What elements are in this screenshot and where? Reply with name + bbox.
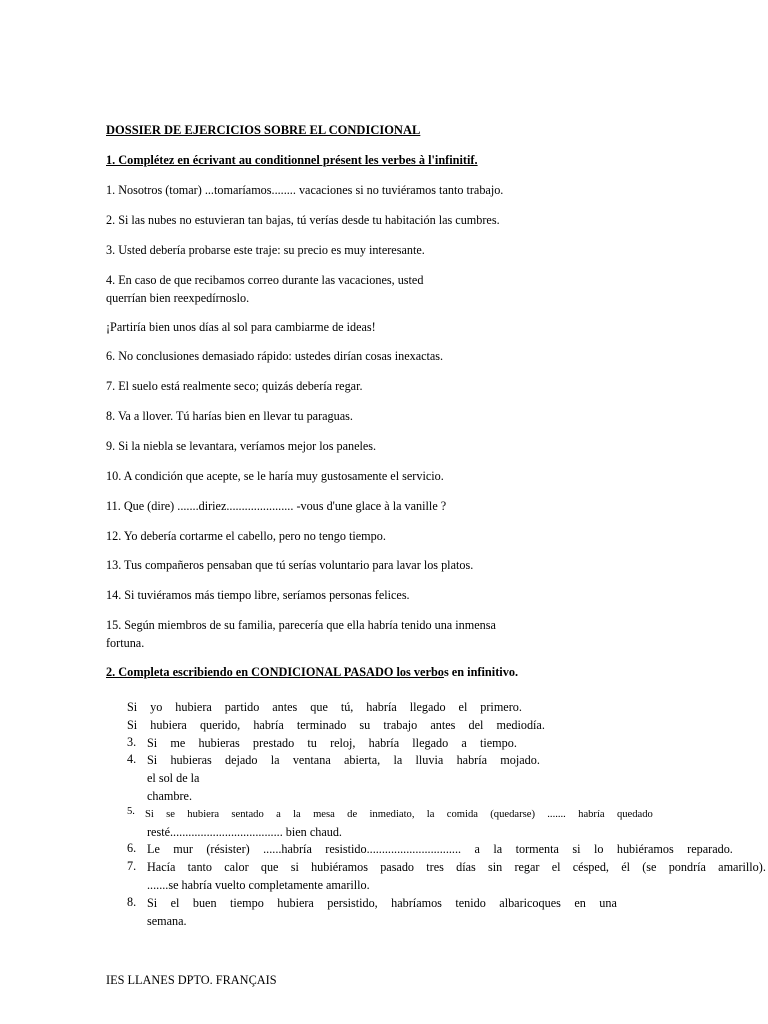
word: pasado — [380, 860, 415, 874]
word: lo — [593, 842, 604, 856]
word: mediodía. — [496, 718, 545, 732]
word: tenido — [455, 896, 486, 910]
word: hubiéramos — [616, 842, 674, 856]
word: a — [276, 809, 281, 820]
word: si — [290, 860, 299, 874]
exercise-item-1: 1. Nosotros (tomar) ...tomaríamos........ vacaciones si no tuviéramos tanto trabajo. — [106, 183, 504, 197]
word: tu — [307, 736, 317, 750]
word: tanto — [187, 860, 213, 874]
word: mesa — [313, 809, 335, 820]
exercise2-line-a — [127, 699, 522, 716]
word: tú, — [340, 700, 354, 714]
word: dejado — [225, 753, 258, 767]
word: habría — [253, 718, 284, 732]
word: ......habría — [263, 842, 312, 856]
exercise2-number-5: 5. — [127, 806, 135, 817]
exercise-item-12: 12. Yo debería cortarme el cabello, pero no tengo tiempo. — [106, 529, 386, 543]
word: amarillo). — [718, 860, 766, 874]
word: del — [468, 718, 484, 732]
word: Hacía — [147, 860, 176, 874]
exercise-item-7: 7. El suelo está realmente seco; quizás debería regar. — [106, 379, 363, 393]
word: la — [270, 753, 280, 767]
word: antes — [272, 700, 298, 714]
word: habría — [578, 809, 605, 820]
word: habría — [368, 736, 400, 750]
word: inmediato, — [369, 809, 415, 820]
section2-heading-rest: s en infinitivo. — [443, 665, 519, 679]
word: una — [599, 896, 617, 910]
word: buen — [192, 896, 217, 910]
word: Si — [147, 736, 158, 750]
exercise-item-4: 4. En caso de que recibamos correo durante las vacaciones, usted — [106, 273, 424, 287]
word: el — [458, 700, 468, 714]
word: trabajo — [383, 718, 418, 732]
exercise2-number-6: 6. — [127, 841, 137, 855]
word: prestado — [252, 736, 295, 750]
word: me — [170, 736, 186, 750]
word: mojado. — [500, 753, 540, 767]
exercise2-line-b — [127, 717, 545, 734]
exercise2-line-d3: chambre. — [147, 789, 193, 803]
word: la — [393, 753, 403, 767]
word: habría — [366, 700, 397, 714]
exercise2-line-e2: resté..................................... bien chaud. — [147, 825, 342, 839]
word: el — [170, 896, 180, 910]
exercise-item-2: 2. Si las nubes no estuvieran tan bajas, tú verías desde tu habitación las cumbres. — [106, 213, 500, 227]
word: llegado — [409, 700, 446, 714]
word: sentado — [231, 809, 264, 820]
word: (résister) — [206, 842, 250, 856]
word: querido, — [199, 718, 241, 732]
section2-heading-underlined: 2. Completa escribiendo en CONDICIONAL PASADO los verbo — [106, 665, 444, 679]
page-footer: IES LLANES DPTO. FRANÇAIS — [106, 973, 277, 987]
word: persistido, — [327, 896, 378, 910]
word: en — [574, 896, 586, 910]
word: a — [474, 842, 480, 856]
word: de — [347, 809, 358, 820]
exercise2-line-h2: semana. — [147, 914, 187, 928]
word: resistido............................... — [325, 842, 462, 856]
exercise2-line-g2: .......se habría vuelto completamente amarillo. — [147, 878, 370, 892]
word: comida — [446, 809, 478, 820]
exercise2-number-3: 3. — [127, 735, 137, 749]
exercise-item-6: 6. No conclusiones demasiado rápido: ustedes dirían cosas inexactas. — [106, 349, 444, 363]
exercise-item-3: 3. Usted debería probarse este traje: su precio es muy interesante. — [106, 243, 425, 257]
word: terminado — [296, 718, 347, 732]
word: se — [166, 809, 175, 820]
word: a — [461, 736, 467, 750]
exercise-item-9: 9. Si la niebla se levantara, veríamos mejor los paneles. — [106, 439, 377, 453]
exercise2-line-c — [147, 735, 517, 752]
word: reloj, — [330, 736, 356, 750]
exercise2-line-h — [147, 895, 617, 912]
section2-heading — [106, 665, 518, 680]
word: habríamos — [391, 896, 442, 910]
word: que — [260, 860, 279, 874]
word: tiempo. — [479, 736, 517, 750]
exercise-item-15: 15. Según miembros de su familia, parecería que ella habría tenido una inmensa — [106, 618, 496, 632]
document-title: DOSSIER DE EJERCICIOS SOBRE EL CONDICIONAL — [106, 123, 421, 137]
word: césped, — [572, 860, 609, 874]
exercise2-number-8: 8. — [127, 895, 137, 909]
word: sin — [487, 860, 503, 874]
exercise2-line-d — [147, 752, 540, 769]
word: yo — [150, 700, 163, 714]
word: ventana — [292, 753, 331, 767]
word: Si — [127, 718, 138, 732]
word: hubieras — [170, 753, 212, 767]
word: que — [310, 700, 328, 714]
word: ....... — [547, 809, 566, 820]
word: antes — [430, 718, 456, 732]
exercise2-number-7: 7. — [127, 859, 137, 873]
word: habría — [456, 753, 488, 767]
exercise-item-5: ¡Partiría bien unos días al sol para cambiarme de ideas! — [106, 320, 376, 334]
word: hubiera — [277, 896, 314, 910]
word: días — [456, 860, 476, 874]
word: partido — [224, 700, 260, 714]
exercise2-line-e — [145, 806, 653, 823]
word: reparado. — [687, 842, 733, 856]
word: la — [293, 809, 301, 820]
word: tres — [426, 860, 444, 874]
word: primero. — [480, 700, 522, 714]
word: mur — [173, 842, 193, 856]
exercise-item-13: 13. Tus compañeros pensaban que tú serías voluntario para lavar los platos. — [106, 558, 474, 572]
word: llegado — [412, 736, 449, 750]
word: (quedarse) — [490, 809, 535, 820]
word: la — [493, 842, 503, 856]
word: albaricoques — [499, 896, 561, 910]
section1-heading — [106, 153, 478, 168]
word: quedado — [616, 809, 653, 820]
word: hubiera — [175, 700, 212, 714]
word: si — [572, 842, 581, 856]
word: hubiera — [150, 718, 187, 732]
exercise2-number-4: 4. — [127, 752, 137, 766]
word: calor — [224, 860, 249, 874]
exercise2-line-g — [147, 859, 766, 876]
exercise-item-8: 8. Va a llover. Tú harías bien en llevar tu paraguas. — [106, 409, 353, 423]
exercise-item-4-cont: querrían bien reexpedírnoslo. — [106, 291, 250, 305]
section1-heading-text: 1. Complétez en écrivant au conditionnel présent les verbes à l'infinitif. — [106, 153, 478, 167]
exercise-item-14: 14. Si tuviéramos más tiempo libre, seríamos personas felices. — [106, 588, 410, 602]
word: lluvia — [415, 753, 444, 767]
word: él — [621, 860, 630, 874]
word: tiempo — [229, 896, 264, 910]
word: Si — [147, 896, 158, 910]
word: hubiéramos — [311, 860, 368, 874]
exercise2-line-f — [147, 841, 733, 858]
word: su — [359, 718, 371, 732]
exercise-item-11: 11. Que (dire) .......diriez...................... -vous d'une glace à la vanille ? — [106, 499, 447, 513]
exercise2-line-d2: el sol de la — [147, 771, 200, 785]
word: el — [551, 860, 561, 874]
word: Si — [145, 809, 154, 820]
word: regar — [514, 860, 540, 874]
exercise-item-10: 10. A condición que acepte, se le haría muy gustosamente el servicio. — [106, 469, 444, 483]
word: Si — [127, 700, 138, 714]
word: Si — [147, 753, 158, 767]
word: Le — [147, 842, 160, 856]
word: tormenta — [515, 842, 559, 856]
word: (se — [642, 860, 657, 874]
word: la — [426, 809, 435, 820]
word: hubieras — [198, 736, 240, 750]
exercise-item-15-cont: fortuna. — [106, 636, 145, 650]
word: pondría — [668, 860, 706, 874]
word: hubiera — [187, 809, 220, 820]
word: abierta, — [344, 753, 381, 767]
